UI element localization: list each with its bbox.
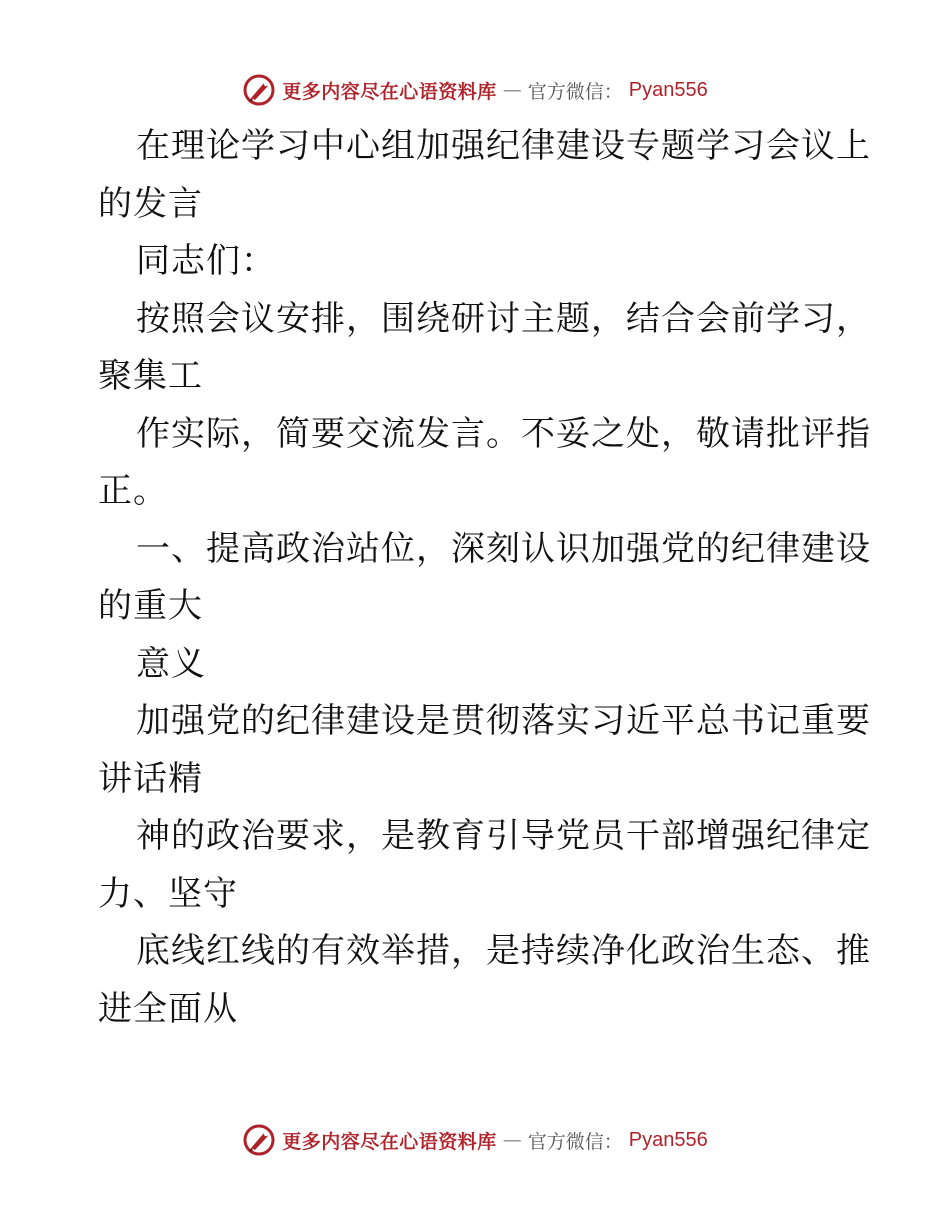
watermark-wechat-id: Pyan556: [628, 78, 708, 101]
text-line: 讲话精: [98, 758, 203, 799]
pen-logo-icon: [242, 73, 276, 107]
header-watermark: [0, 70, 950, 110]
watermark-brand-text: 更多内容尽在心语资料库: [282, 80, 497, 103]
text-line: 按照会议安排，围绕研讨主题，结合会前学习，: [136, 298, 871, 339]
text-line: 力、坚守: [98, 873, 238, 914]
footer-watermark: [0, 1120, 950, 1160]
text-line: 聚集工: [98, 356, 203, 396]
document-body: [98, 118, 871, 1038]
watermark-wechat-label: 官方微信：: [527, 1130, 623, 1153]
pen-logo-icon: [242, 1123, 276, 1157]
text-line: 进全面从: [98, 988, 238, 1029]
text-line: 一、提高政治站位，深刻认识加强党的纪律建设: [136, 528, 871, 569]
watermark-wechat-label: 官方微信：: [527, 80, 623, 103]
watermark-brand-text: 更多内容尽在心语资料库: [282, 1130, 497, 1153]
text-line: 神的政治要求，是教育引导党员干部增强纪律定: [136, 816, 871, 856]
text-line: 在理论学习中心组加强纪律建设专题学习会议上: [136, 126, 871, 166]
watermark-wechat-id: Pyan556: [628, 1128, 708, 1151]
watermark-separator: —: [502, 1129, 522, 1151]
text-line: 加强党的纪律建设是贯彻落实习近平总书记重要: [136, 701, 871, 741]
text-line: 底线红线的有效举措，是持续净化政治生态、推: [136, 931, 871, 971]
text-line: 的发言: [98, 183, 203, 224]
text-line: 同志们：: [136, 241, 276, 281]
text-line: 正。: [98, 471, 168, 511]
text-line: 意义: [136, 643, 206, 684]
text-line: 的重大: [98, 586, 203, 626]
text-line: 作实际，简要交流发言。不妥之处，敬请批评指: [136, 413, 871, 454]
watermark-separator: —: [502, 79, 522, 101]
